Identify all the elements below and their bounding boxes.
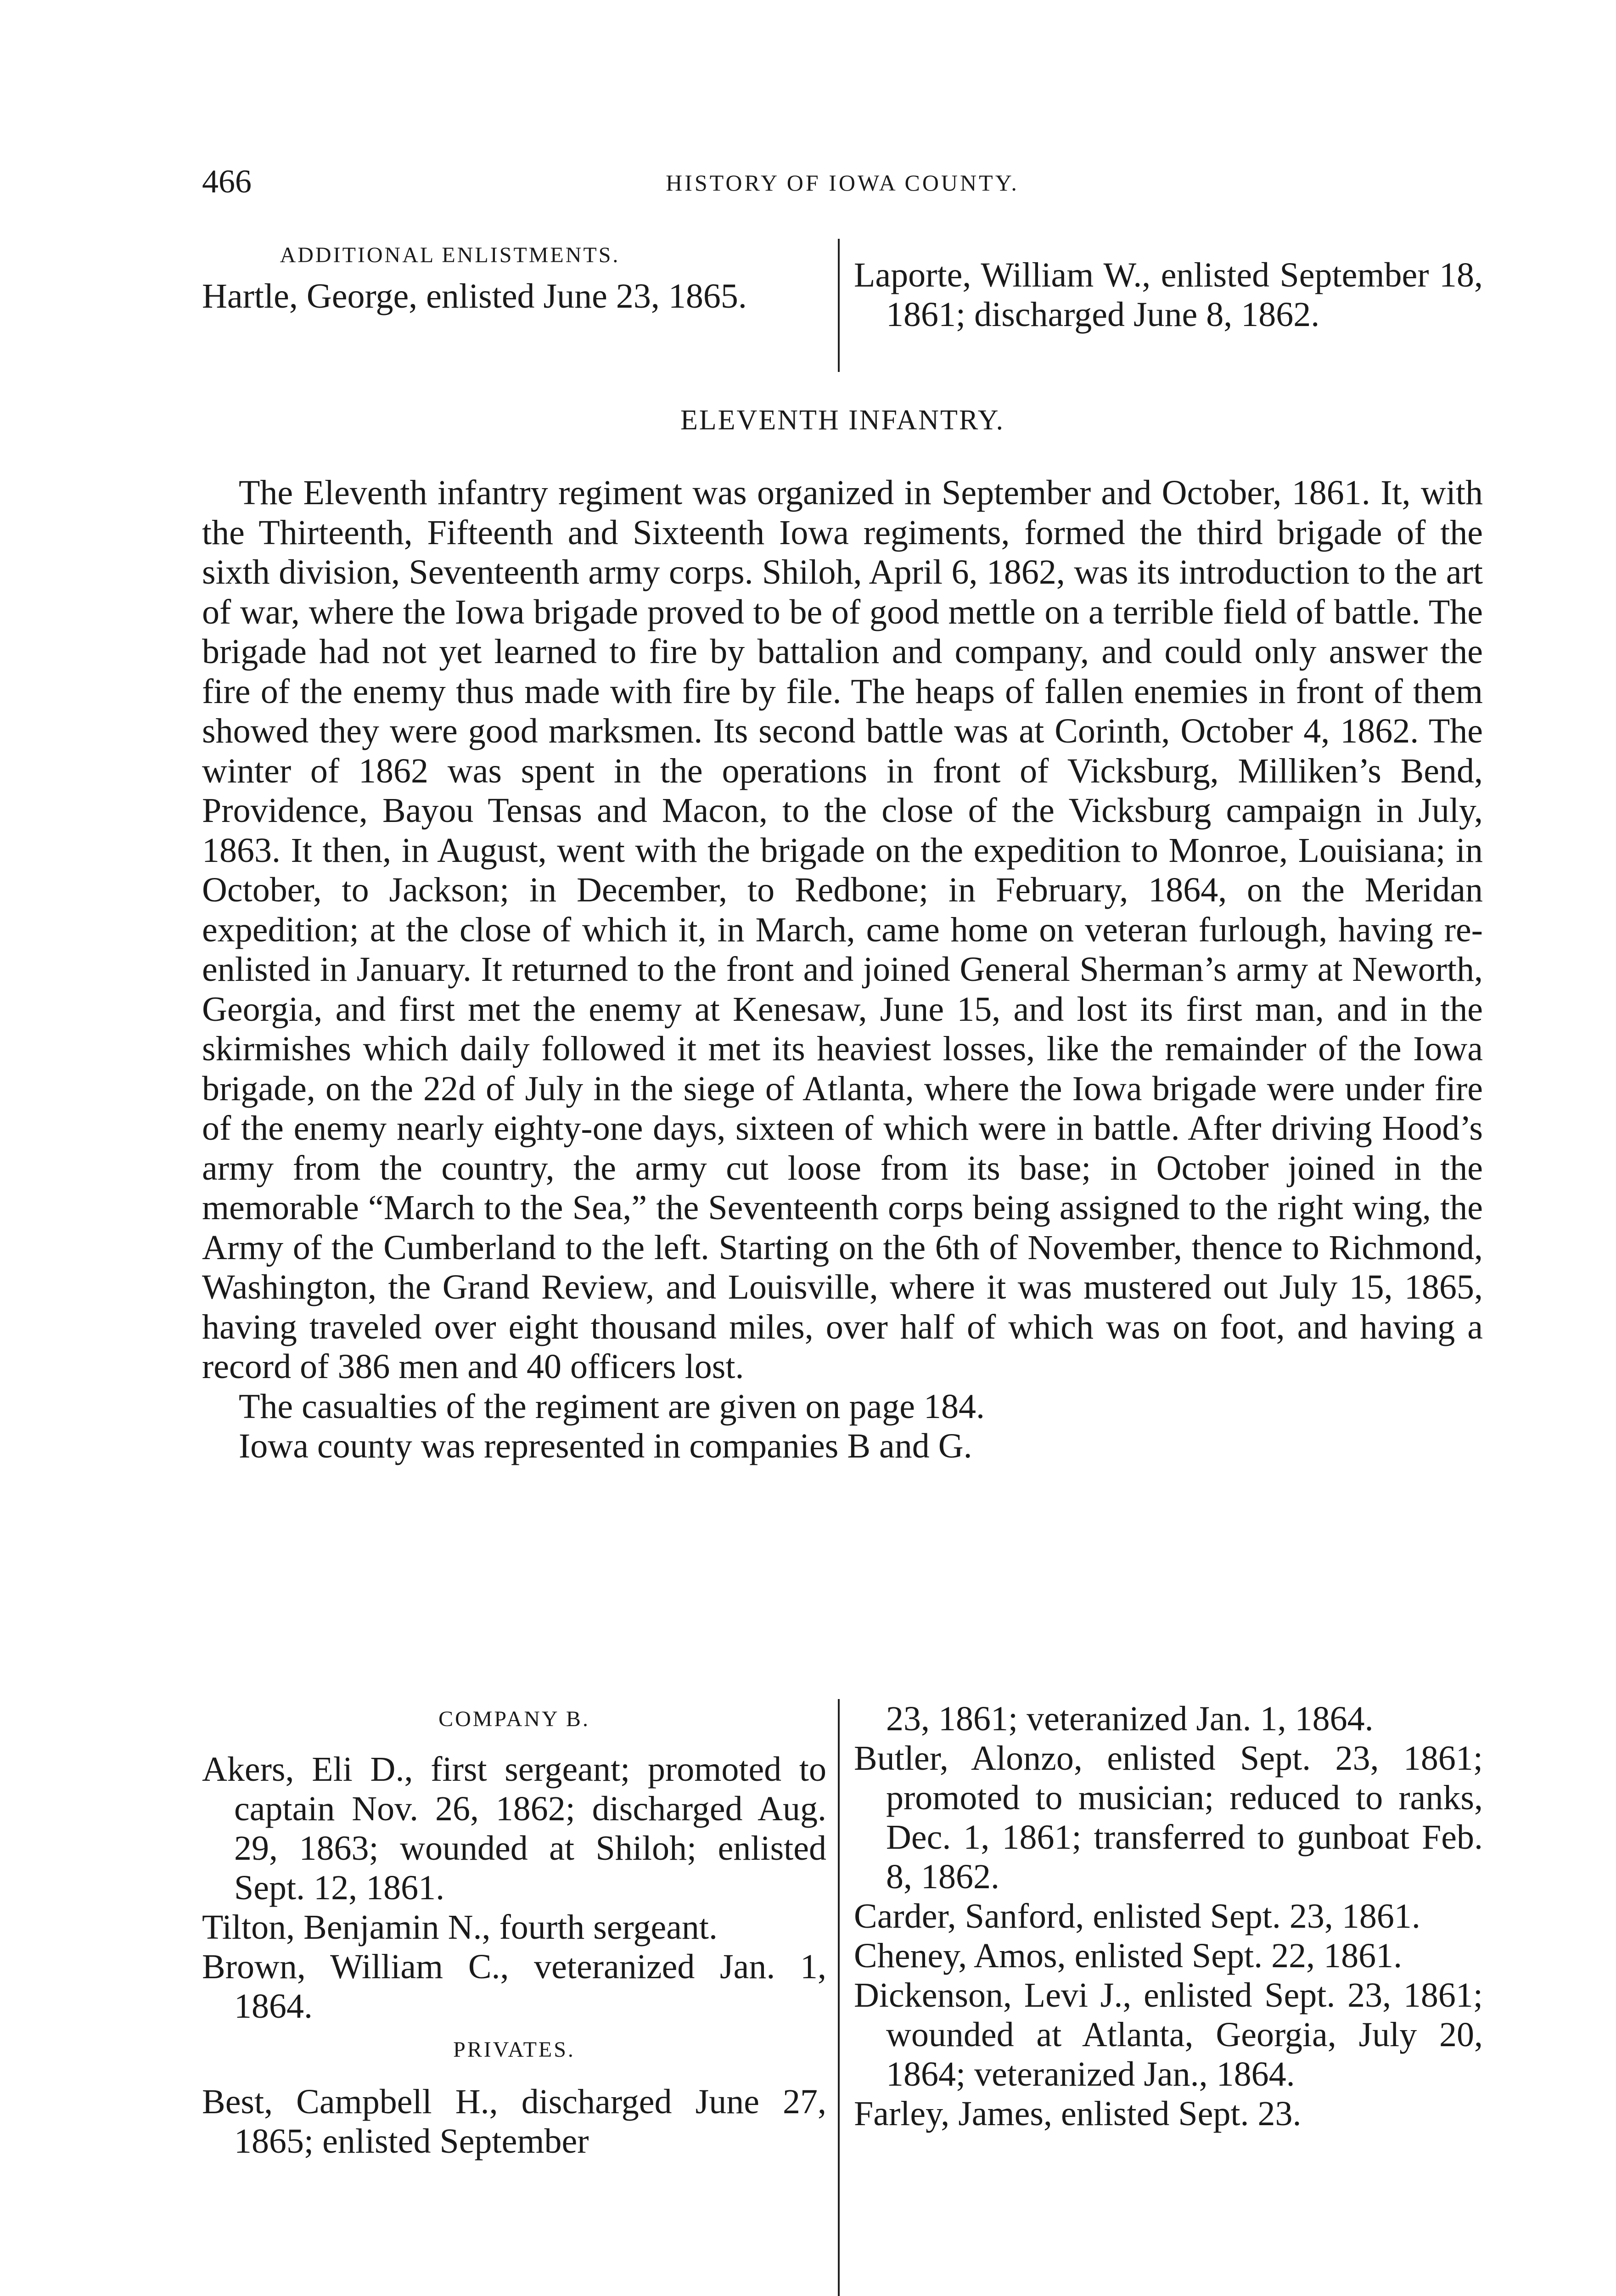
column-divider [838,239,840,372]
privates-heading: PRIVATES. [453,2037,575,2062]
additional-enlistments [202,239,1483,377]
roster-entry: Farley, James, enlisted Sept. 23. [854,2094,1302,2133]
roster-entry: Laporte, William W., enlisted September 18, 1861; discharged June 8, 1862. [854,256,1483,334]
roster-entry: Brown, William C., veteranized Jan. 1, 1864. [202,1947,826,2026]
roster-continuation: 23, 1861; veteranized Jan. 1, 1864. [886,1699,1374,1738]
column-divider [838,1699,840,2296]
roster-right-column [854,1699,1483,2133]
roster-entry: Hartle, George, enlisted June 23, 1865. [202,277,747,315]
running-header [202,161,1483,202]
section-title: ELEVENTH INFANTRY. [680,405,1005,436]
additional-right-column [854,255,1483,334]
roster-entry: Cheney, Amos, enlisted Sept. 22, 1861. [854,1936,1403,1975]
running-title: HISTORY OF IOWA COUNTY. [666,170,1019,196]
roster-entry: Carder, Sanford, enlisted Sept. 23, 1861. [854,1897,1420,1936]
roster-entry: Akers, Eli D., first sergeant; promoted to captain Nov. 26, 1862; discharged Aug. 29, 1863; wounded at Shiloh; enlisted Sept. 12, 1861. [202,1750,826,1907]
roster-entry: Tilton, Benjamin N., fourth sergeant. [202,1908,718,1947]
company-b-heading: COMPANY B. [438,1707,590,1731]
casualties-note: The casualties of the regiment are given on page 184. [239,1387,985,1426]
additional-left-column [202,239,826,316]
roster-entry: Dickenson, Levi J., enlisted Sept. 23, 1861; wounded at Atlanta, Georgia, July 20, 1864; veteranized Jan., 1864. [854,1976,1483,2093]
additional-enlistments-heading: ADDITIONAL ENLISTMENTS. [280,243,620,267]
regiment-history [202,473,1483,1466]
roster-left-column [202,1699,826,2161]
company-b-roster [202,1699,1483,2296]
roster-entry: Best, Campbell H., discharged June 27, 1865; enlisted September [202,2082,826,2161]
history-paragraph: The Eleventh infantry regiment was organized in September and October, 1861. It, with the Thirteenth, Fifteenth and Sixteenth Iowa regiments, formed the third brigade of the sixth division, Seventeenth army corps. Shiloh, April 6, 1862, was its introduction to the art of war, where the Iowa brigade proved to be of good mettle on a terrible field of battle. The brigade had not yet learned to fire by battalion and company, and could only answer the fire of the enemy thus made with fire by file. The heaps of fallen enemies in front of them showed they were good marksmen. Its second battle was at Corinth, October 4, 1862. The winter of 1862 was spent in the operations in front of Vicksburg, Milliken’s Bend, Providence, Bayou Tensas and Macon, to the close of the Vicksburg campaign in July, 1863. It then, in August, went with the brigade on the expedition to Monroe, Louisiana; in October, to Jackson; in December, to Redbone; in February, 1864, on the Meridan expedition; at the close of which it, in March, came home on veteran furlough, having re-enlisted in January. It returned to the front and joined General Sherman’s army at Neworth, Georgia, and first met the enemy at Kenesaw, June 15, and lost its first man, and in the skirmishes which daily followed it met its heaviest losses, like the remainder of the Iowa brigade, on the 22d of July in the siege of Atlanta, where the Iowa brigade were under fire of the enemy nearly eighty-one days, sixteen of which were in battle. After driving Hood’s army from the country, the army cut loose from its base; in October joined in the memorable “March to the Sea,” the Seventeenth corps being assigned to the right wing, the Army of the Cumberland to the left. Starting on the 6th of November, thence to Richmond, Washington, the Grand Review, and Louisville, where it was mustered out July 15, 1865, having traveled over eight thousand miles, over half of which was on foot, and having a record of 386 men and 40 officers lost. [202,473,1483,1386]
roster-entry: Butler, Alonzo, enlisted Sept. 23, 1861; promoted to musician; reduced to ranks, Dec. 1, 1861; transferred to gunboat Feb. 8, 1862. [854,1739,1483,1896]
page-number: 466 [202,163,252,200]
companies-note: Iowa county was represented in companies B and G. [239,1427,972,1465]
